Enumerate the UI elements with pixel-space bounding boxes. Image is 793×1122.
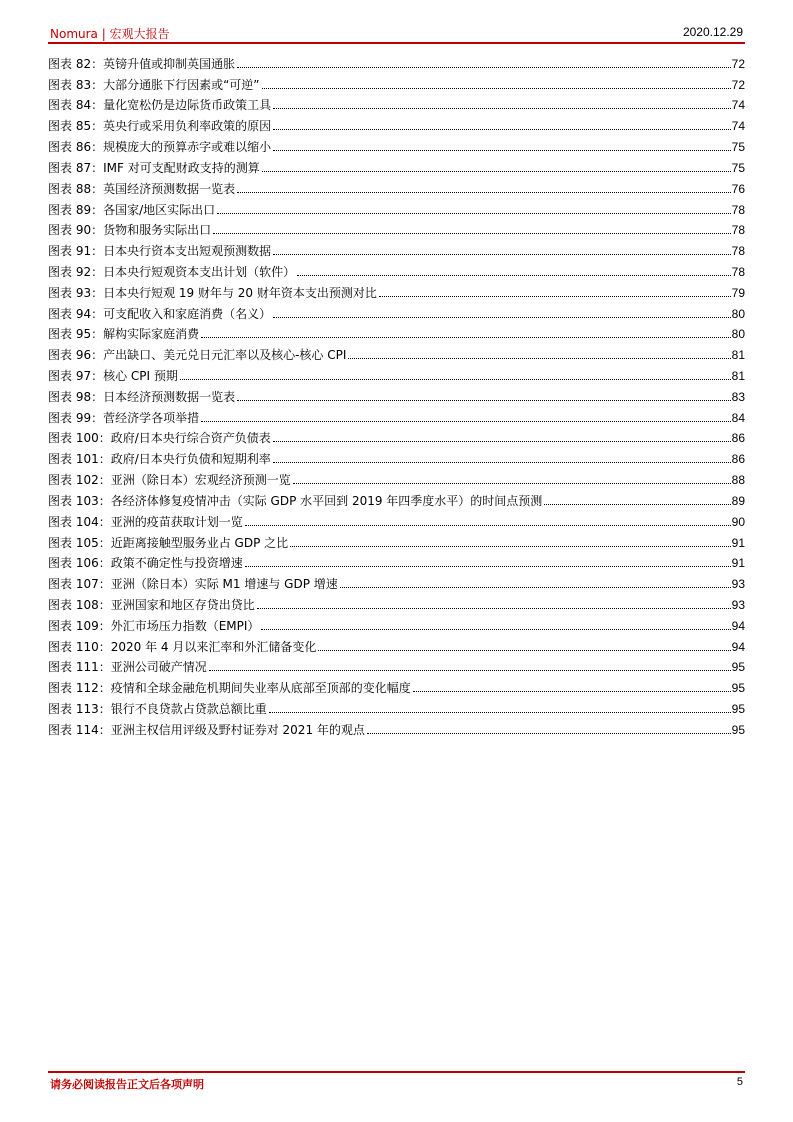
toc-entry-title[interactable]: 图表 102：亚洲（除日本）宏观经济预测一览: [48, 473, 291, 488]
toc-entry[interactable]: [48, 237, 745, 258]
toc-entry-page[interactable]: 91: [731, 556, 745, 571]
dot-leader: [217, 212, 731, 214]
dot-leader: [348, 357, 730, 359]
toc-entry[interactable]: [48, 362, 745, 383]
toc-entry[interactable]: [48, 112, 745, 133]
toc-entry[interactable]: [48, 612, 745, 633]
toc-entry-title[interactable]: 图表 107：亚洲（除日本）实际 M1 增速与 GDP 增速: [48, 577, 338, 592]
toc-entry[interactable]: [48, 445, 745, 466]
toc-entry-title[interactable]: 图表 114：亚洲主权信用评级及野村证券对 2021 年的观点: [48, 722, 365, 737]
dot-leader: [273, 149, 731, 151]
toc-entry-page[interactable]: 78: [731, 264, 745, 279]
toc-entry[interactable]: [48, 508, 745, 529]
page-number: 5: [736, 1076, 743, 1088]
toc-entry-page[interactable]: 95: [731, 702, 745, 716]
toc-entry-title[interactable]: 图表 93：日本央行短观 19 财年与 20 财年资本支出预测对比: [48, 285, 377, 300]
toc-entry-page[interactable]: 86: [731, 452, 745, 467]
toc-entry[interactable]: [48, 404, 745, 425]
toc-entry-page[interactable]: 80: [731, 306, 745, 321]
toc-entry-page[interactable]: 78: [731, 202, 745, 217]
figure-list: [48, 50, 745, 737]
dot-leader: [367, 732, 731, 734]
toc-entry[interactable]: [48, 71, 745, 92]
toc-entry[interactable]: [48, 258, 745, 279]
toc-entry[interactable]: [48, 154, 745, 175]
report-date: 2020.12.29: [682, 25, 743, 39]
toc-entry[interactable]: [48, 695, 745, 716]
toc-entry-page[interactable]: 93: [731, 597, 745, 612]
toc-entry-page[interactable]: 72: [731, 77, 745, 92]
dot-leader: [201, 420, 731, 422]
toc-entry[interactable]: [48, 92, 745, 113]
toc-entry-title[interactable]: 图表 112：疫情和全球金融危机期间失业率从底部至顶部的变化幅度: [48, 681, 411, 696]
toc-entry-page[interactable]: 95: [731, 722, 745, 737]
toc-entry-title[interactable]: 图表 100：政府/日本央行综合资产负债表: [48, 431, 271, 446]
toc-entry-title[interactable]: 图表 110：2020 年 4 月以来汇率和外汇储备变化: [48, 639, 317, 654]
toc-entry-title[interactable]: 图表 83：大部分通胀下行因素或“可逆”: [48, 77, 260, 92]
toc-entry-title[interactable]: 图表 85：英央行或采用负利率政策的原因: [48, 119, 272, 134]
toc-entry-page[interactable]: 78: [731, 223, 745, 238]
toc-entry[interactable]: [48, 133, 745, 154]
dot-leader: [318, 649, 730, 651]
dot-leader: [273, 253, 731, 255]
toc-entry-title[interactable]: 图表 108：亚洲国家和地区存贷出贷比: [48, 597, 255, 612]
toc-entry[interactable]: [48, 654, 745, 675]
dot-leader: [297, 274, 731, 276]
toc-entry-page[interactable]: 90: [731, 514, 745, 529]
toc-entry-title[interactable]: 图表 97：核心 CPI 预期: [48, 369, 178, 383]
toc-entry-page[interactable]: 94: [731, 618, 745, 633]
toc-entry-title[interactable]: 图表 103：各经济体修复疫情冲击（实际 GDP 水平回到 2019 年四季度水平）的时间点预测: [48, 493, 543, 508]
toc-entry-title[interactable]: 图表 94：可支配收入和家庭消费（名义）: [48, 306, 272, 321]
dot-leader: [544, 503, 730, 505]
brand-label: Nomura | 宏观大报告: [50, 27, 170, 41]
dot-leader: [269, 711, 731, 713]
dot-leader: [209, 669, 731, 671]
dot-leader: [237, 191, 731, 193]
dot-leader: [262, 87, 731, 89]
page-footer: [48, 1071, 745, 1091]
dot-leader: [379, 295, 731, 297]
toc-entry-page[interactable]: 93: [731, 577, 745, 592]
dot-leader: [257, 607, 731, 609]
toc-entry[interactable]: [48, 591, 745, 612]
toc-entry-page[interactable]: 94: [731, 639, 745, 654]
toc-entry[interactable]: [48, 321, 745, 342]
toc-entry-page[interactable]: 75: [731, 140, 745, 155]
toc-entry-page[interactable]: 76: [731, 181, 745, 196]
dot-leader: [293, 482, 731, 484]
toc-entry[interactable]: [48, 196, 745, 217]
toc-entry[interactable]: [48, 633, 745, 654]
toc-entry-page[interactable]: 74: [731, 98, 745, 113]
dot-leader: [237, 66, 731, 68]
toc-entry-title[interactable]: 图表 113：银行不良贷款占贷款总额比重: [48, 702, 267, 716]
toc-entry-title[interactable]: 图表 88：英国经济预测数据一览表: [48, 181, 236, 196]
toc-entry-page[interactable]: 95: [731, 681, 745, 696]
dot-leader: [245, 565, 731, 567]
toc-entry-page[interactable]: 75: [731, 160, 745, 175]
toc-entry-title[interactable]: 图表 89：各国家/地区实际出口: [48, 202, 216, 217]
dot-leader: [237, 399, 731, 401]
toc-entry[interactable]: [48, 466, 745, 487]
dot-leader: [273, 107, 731, 109]
toc-entry[interactable]: [48, 341, 745, 362]
toc-entry-page[interactable]: 81: [731, 369, 745, 383]
toc-entry-title[interactable]: 图表 104：亚洲的疫苗获取计划一览: [48, 514, 243, 529]
page-header: [48, 22, 745, 44]
toc-entry-title[interactable]: 图表 101：政府/日本央行负债和短期利率: [48, 452, 271, 467]
toc-entry-title[interactable]: 图表 99：菅经济学各项举措: [48, 410, 200, 425]
dot-leader: [262, 170, 731, 172]
toc-entry-page[interactable]: 80: [731, 327, 745, 342]
toc-entry-title[interactable]: 图表 111：亚洲公司破产情况: [48, 660, 207, 675]
toc-entry-page[interactable]: 89: [731, 493, 745, 508]
dot-leader: [261, 628, 730, 630]
toc-entry-page[interactable]: 86: [731, 431, 745, 446]
toc-entry-page[interactable]: 91: [731, 535, 745, 550]
disclaimer-text: 请务必阅读报告正文后各项声明: [50, 1078, 204, 1091]
toc-entry-title[interactable]: 图表 90：货物和服务实际出口: [48, 223, 212, 238]
toc-entry-page[interactable]: 83: [731, 389, 745, 404]
toc-entry-title[interactable]: 图表 87：IMF 对可支配财政支持的测算: [48, 160, 260, 175]
toc-entry-page[interactable]: 81: [731, 348, 745, 363]
toc-entry[interactable]: [48, 217, 745, 238]
toc-entry[interactable]: [48, 175, 745, 196]
toc-entry-page[interactable]: 88: [731, 473, 745, 488]
toc-entry-page[interactable]: 95: [731, 660, 745, 675]
dot-leader: [180, 378, 731, 380]
toc-entry[interactable]: [48, 716, 745, 737]
dot-leader: [201, 336, 731, 338]
toc-entry-title[interactable]: 图表 86：规模庞大的预算赤字或难以缩小: [48, 140, 272, 155]
toc-entry-page[interactable]: 72: [731, 56, 745, 71]
toc-entry-title[interactable]: 图表 96：产出缺口、美元兑日元汇率以及核心-核心 CPI: [48, 348, 347, 363]
dot-leader: [413, 690, 731, 692]
dot-leader: [273, 461, 731, 463]
toc-entry-title[interactable]: 图表 98：日本经济预测数据一览表: [48, 389, 236, 404]
toc-entry-title[interactable]: 图表 106：政策不确定性与投资增速: [48, 556, 243, 571]
toc-entry-title[interactable]: 图表 91：日本央行资本支出短观预测数据: [48, 244, 272, 259]
toc-entry-title[interactable]: 图表 109：外汇市场压力指数（EMPI）: [48, 618, 260, 633]
dot-leader: [213, 232, 731, 234]
toc-entry[interactable]: [48, 425, 745, 446]
toc-entry[interactable]: [48, 279, 745, 300]
toc-entry[interactable]: [48, 300, 745, 321]
toc-entry[interactable]: [48, 529, 745, 550]
dot-leader: [290, 545, 731, 547]
dot-leader: [273, 128, 731, 130]
toc-entry[interactable]: [48, 383, 745, 404]
toc-entry-page[interactable]: 79: [731, 285, 745, 300]
toc-entry-page[interactable]: 84: [731, 410, 745, 425]
toc-entry[interactable]: [48, 570, 745, 591]
toc-entry-title[interactable]: 图表 92：日本央行短观资本支出计划（软件）: [48, 264, 296, 279]
toc-entry-title[interactable]: 图表 84：量化宽松仍是边际货币政策工具: [48, 98, 272, 113]
dot-leader: [340, 586, 731, 588]
dot-leader: [273, 440, 731, 442]
toc-entry[interactable]: [48, 487, 745, 508]
toc-entry-title[interactable]: 图表 95：解构实际家庭消费: [48, 327, 200, 342]
toc-entry-page[interactable]: 78: [731, 244, 745, 259]
dot-leader: [245, 524, 731, 526]
toc-entry-title[interactable]: 图表 82：英镑升值或抑制英国通胀: [48, 56, 236, 71]
dot-leader: [273, 316, 731, 318]
toc-entry-page[interactable]: 74: [731, 119, 745, 134]
toc-entry[interactable]: [48, 674, 745, 695]
toc-entry[interactable]: [48, 50, 745, 71]
toc-entry[interactable]: [48, 550, 745, 571]
toc-entry-title[interactable]: 图表 105：近距离接触型服务业占 GDP 之比: [48, 535, 289, 550]
